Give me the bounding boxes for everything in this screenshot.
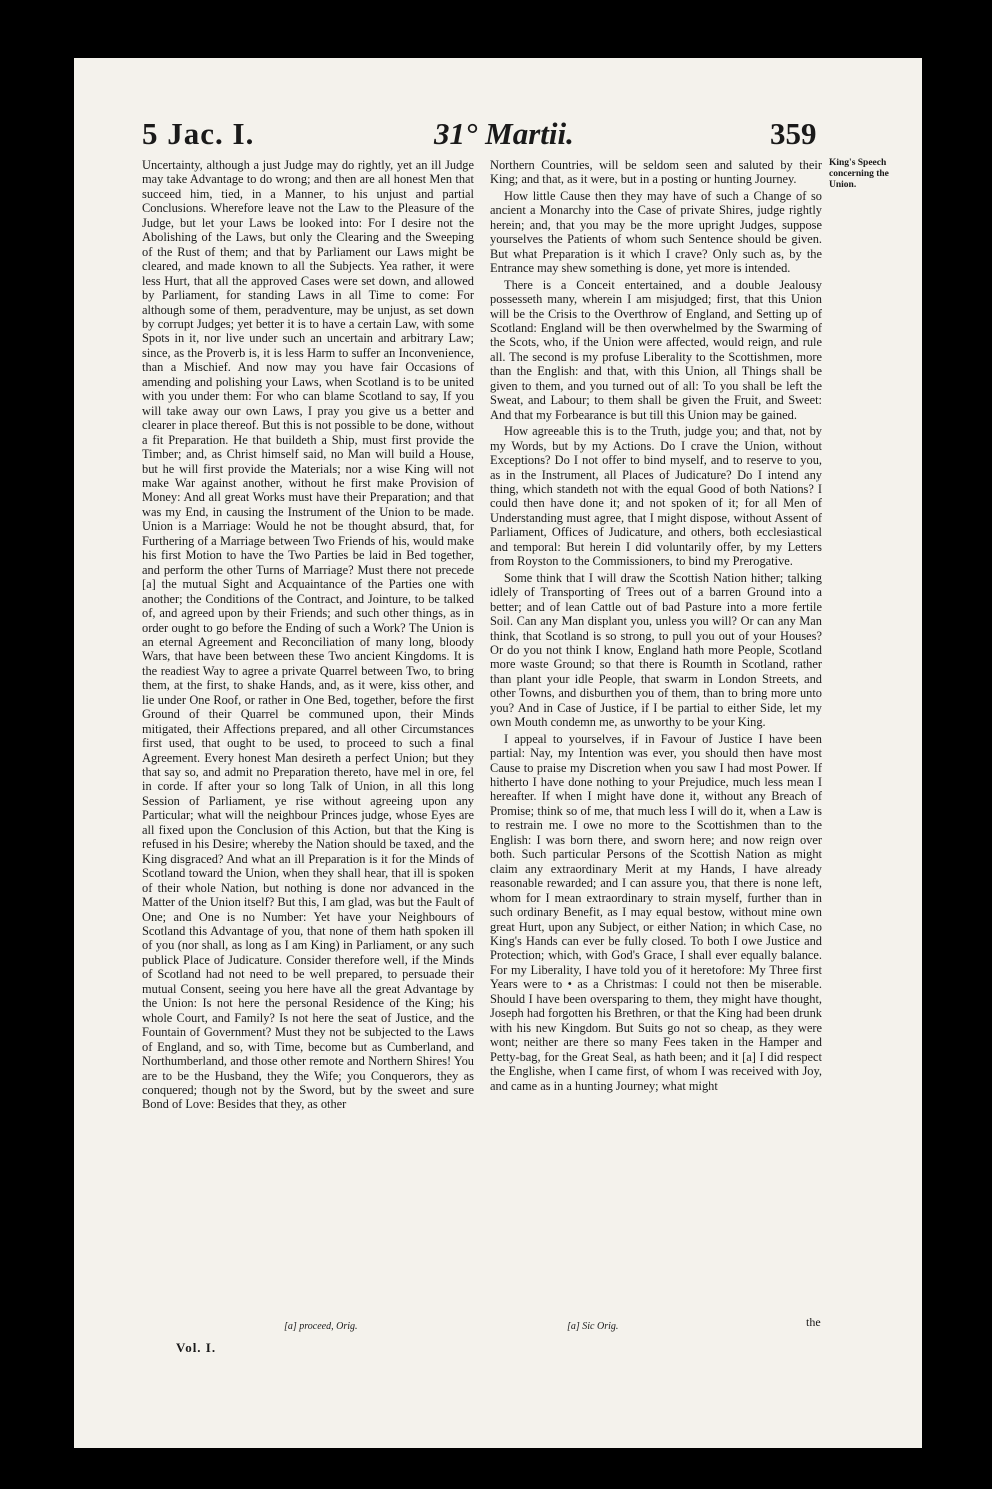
- paragraph: I appeal to yourselves, if in Favour of Justice I have been partial: Nay, my Intention was ever, you should then have most Cause to praise my Discretion when you saw I had most Power. If hitherto I have done nothing to your Prejudice, much less mean I hereafter. If when I might have done it, without any Breach of Promise; think so of me, that much less I will do it, when a Law is to restrain me. I owe no more to the Scottishmen than to the English: I was born there, and sworn here; and now reign over both. Such particular Persons of the Scottish Nation as might claim any extraordinary Merit at my Hands, I have already reasonable rewarded; and I can assure you, that there is none left, whom for I mean extraordinary to strain myself, further than in such ordinary Benefit, as I may equal bestow, without mine own great Hurt, upon any Subject, or either Nation; in which Case, no King's Hands can ever be fully closed. To both I owe Justice and Protection; which, with God's Grace, I shall ever equally balance. For my Liberality, I have told you of it heretofore: My Three first Years were to • as a Christmas: I could not then be miserable. Should I have been oversparing to them, they might have thought, Joseph had forgotten his Brethren, or that the King had been drunk with his new Kingdom. But Suits go not so cheap, as they were wont; neither are there so many Fees taken in the Hamper and Petty-bag, for the Great Seal, as hath been; and it [a] I did respect the Englishe, when I came first, of whom I was received with Joy, and came as in a hunting Journey; what might: [490, 731, 822, 1093]
- right-column: [490, 158, 822, 1314]
- left-column: [142, 158, 474, 1314]
- margin-note: King's Speech concerning the Union.: [829, 158, 889, 190]
- paragraph: How little Cause then they may have of such a Change of so ancient a Monarchy into the Case of private Shires, judge rightly herein; and, that you may be the more upright Judges, suppose yourselves the Patients of whom such Sentence should be given. But what Preparation is it which I crave? Only such as, by the Entrance may shew something is done, yet more is intended.: [490, 188, 822, 276]
- paragraph: How agreeable this is to the Truth, judge you; and that, not by my Words, but by my Actions. Do I crave the Union, without Exceptions? Do I not offer to bind myself, and to reserve to you, as in the Instrument, all Places of Judicature? Do I intend any thing, which standeth not with the equal Good of both Nations? I could then have done it; and not spoken of it; for all Men of Understanding must agree, that I might dispose, without Assent of Parliament, Offices of Judicature, and others, both ecclesiastical and temporal: But herein I did voluntarily offer, by my Letters from Royston to the Commissioners, to bind my Prerogative.: [490, 424, 822, 569]
- regnal-year: 5 Jac. I.: [142, 116, 255, 151]
- date-heading: 31° Martii.: [434, 116, 574, 151]
- footnote-left: [a] proceed, Orig.: [284, 1321, 358, 1332]
- page-number: 359: [770, 116, 817, 151]
- book-page: [74, 58, 922, 1448]
- footnote-right: [a] Sic Orig.: [567, 1321, 619, 1332]
- paragraph: Some think that I will draw the Scottish Nation hither; talking idlely of Transporting of Trees out of a barren Ground into a better; and of lean Cattle out of bad Pasture into a more fertile Soil. Can any Man displant you, unless you will? Or can any Man think, that Scotland is so strong, to pull you out of your Houses? Or do you not think I know, England hath more People, Scotland more waste Ground; so that there is Roumth in Scotland, rather than plant your idle People, that swarm in London Streets, and other Towns, and disburthen you of them, than to bring more unto you? And in Case of Justice, if I be partial to either Side, let my own Mouth condemn me, as unworthy to be your King.: [490, 570, 822, 730]
- catchword: the: [806, 1315, 821, 1329]
- volume-signature: Vol. I.: [176, 1340, 217, 1355]
- paragraph: Uncertainty, although a just Judge may do rightly, yet an ill Judge may take Advantage to do wrong; and then are all honest Men that succeed him, tied, in a Manner, to his unjust and partial Conclusions. Wherefore leave not the Law to the Pleasure of the Judge, but let your Laws be looked into: For I desire not the Abolishing of the Laws, but only the Clearing and the Sweeping of the Rust of them; and that by Parliament our Laws might be cleared, and made known to all the Subjects. Yea rather, it were less Hurt, that all the approved Cases were set down, and allowed by Parliament, for standing Laws in all Time to come: For although some of them, peradventure, may be unjust, as set down by corrupt Judges; yet better it is to have a certain Law, with some Spots in it, nor live under such an uncertain and arbitrary Law; since, as the Proverb is, it is less Harm to suffer an Inconvenience, than a Mischief. And now may you have fair Occasions of amending and polishing your Laws, when Scotland is to be united with you under them: For who can blame Scotland to say, If you will take away our own Laws, I pray you give us a better and clearer in place thereof. But this is not possible to be done, without a fit Preparation. He that buildeth a Ship, must first provide the Timber; and, as Christ himself said, no Man will build a House, but he will first provide the Materials; nor a wise King will not make War against another, without he first make Provision of Money: And all great Works must have their Preparation; and that was my End, in causing the Instrument of the Union to be made. Union is a Marriage: Would he not be thought absurd, that, for Furthering of a Marriage between Two Friends of his, would make his first Motion to have the Two Parties be laid in Bed together, and perform the other Turns of Marriage? Must there not precede [a] the mutual Sight and Acquaintance of the Parties one with another; the Conditions of the Contract, and Jointure, to be talked of, and agreed upon by their Friends; and such other things, as in order ought to go before the Ending of such a Work? The Union is an eternal Agreement and Reconciliation of many long, bloody Wars, that have been between these Two ancient Kingdoms. It is the readiest Way to agree a private Quarrel between Two, to bring them, at the first, to shake Hands, and, as it were, kiss other, and lie under One Roof, or rather in One Bed, together, before the first Ground of their Quarrel be communed upon, their Minds mitigated, their Affections prepared, and all other Circumstances first used, that ought to be used, to proceed to such a final Agreement. Every honest Man desireth a perfect Union; but they that say so, and admit no Preparation thereto, have mel in ore, fel in corde. If after your so long Talk of Union, in all this long Session of Parliament, ye rise without agreeing upon any Particular; what will the neighbour Princes judge, whose Eyes are all fixed upon the Conclusion of this Action, but that the King is refused in his Desire; whereby the Nation should be taxed, and the King disgraced? And what an ill Preparation is it for the Minds of Scotland toward the Union, when they shall hear, that ill is spoken of their whole Nation, but nothing is done nor advanced in the Matter of the Union itself? But this, I am glad, was but the Fault of One; and One is no Number: Yet have your Neighbours of Scotland this Advantage of you, that none of them hath spoken ill of you (nor shall, as long as I am King) in Parliament, or any such publick Place of Judicature. Consider therefore well, if the Minds of Scotland had not need to be well prepared, to persuade their mutual Consent, seeing you here have all the great Advantage by the Union: Is not here the personal Residence of the King; his whole Court, and Family? Is not here the seat of Justice, and the Fountain of Government? Must they not be subjected to the Laws of England, and so, with Time, become but as Cumberland, and Northumberland, and those other remote and Northern Shires! You are to be the Husband, they the Wife; you Conquerors, they as conquered; though not by the Sword, but by the sweet and sure Bond of Love: Besides that they, as other: [142, 158, 474, 1112]
- paragraph: There is a Conceit entertained, and a double Jealousy possesseth many, wherein I am misjudged; first, that this Union will be the Crisis to the Overthrow of England, and Setting up of Scotland: England will be then overwhelmed by the Swarming of the Scots, who, if the Union were affected, would reign, and rule all. The second is my profuse Liberality to the Scottishmen, more than the English: and that, with this Union, all Things shall be given to them, and you turned out of all: To you shall be left the Sweat, and Labour; to them shall be given the Fruit, and Sweet: And that my Forbearance is but till this Union may be gained.: [490, 277, 822, 422]
- paragraph: Northern Countries, will be seldom seen and saluted by their King; and that, as it were, but in a posting or hunting Journey.: [490, 158, 822, 187]
- running-head: [74, 116, 922, 160]
